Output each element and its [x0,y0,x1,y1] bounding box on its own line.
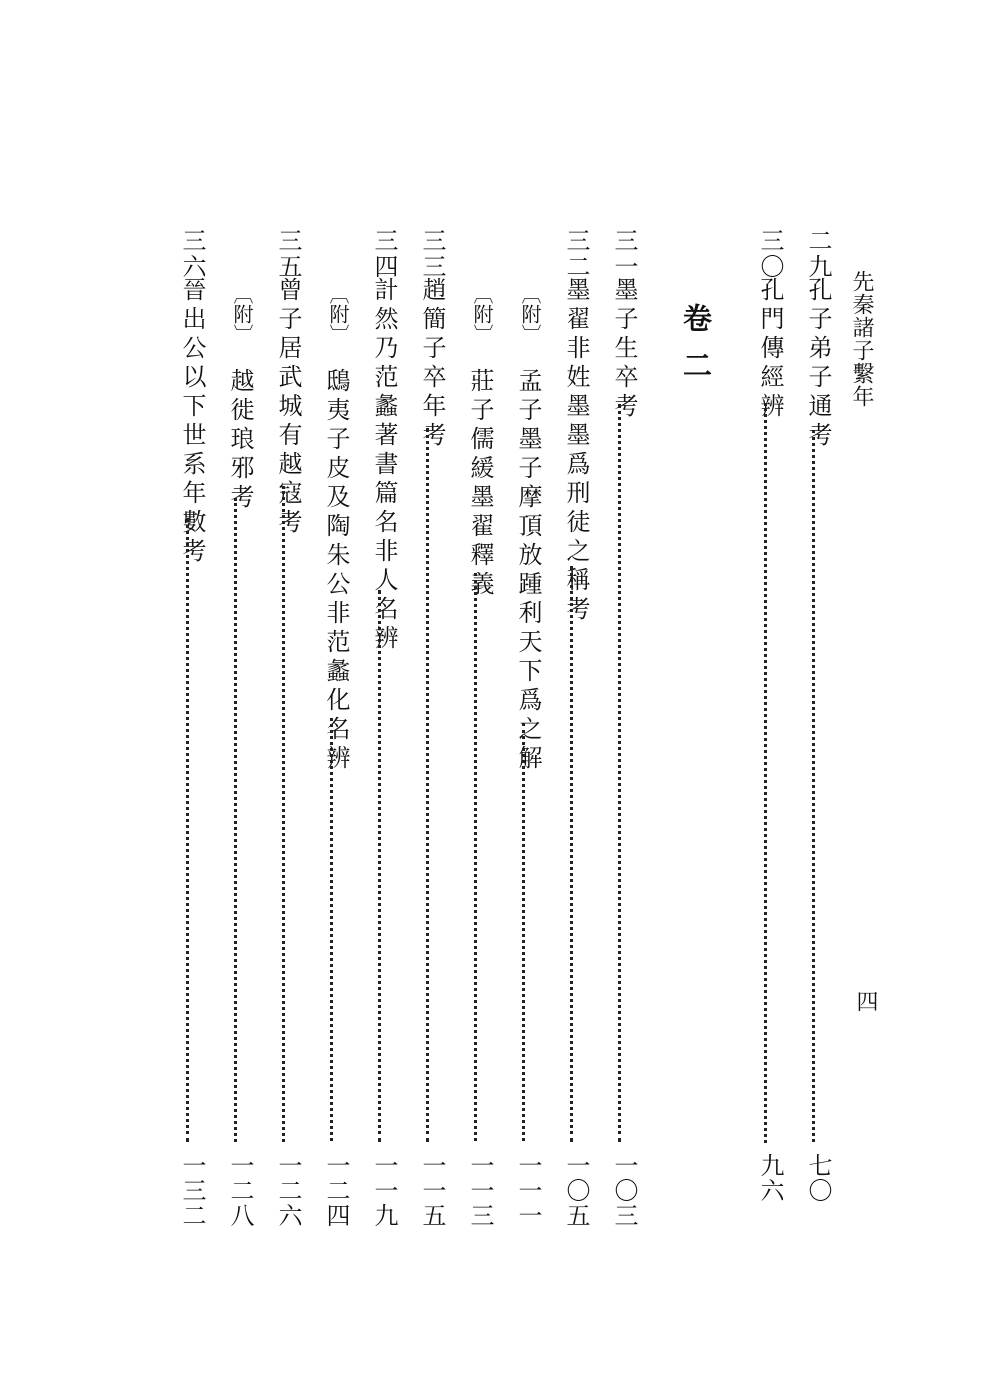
entry-page: 一二四 [322,1153,350,1228]
entry-page: 一〇三 [610,1153,638,1228]
entry-number: 三〇 [756,228,784,280]
appendix-tag: 〔附〕 [326,284,350,344]
entry-title: 計然乃范蠡著書篇名非人名辨 [370,277,398,654]
entry-page: 一〇五 [562,1153,590,1228]
appendix-tag: 〔附〕 [518,284,542,344]
toc-entry[interactable] [798,228,832,1203]
toc-entry[interactable] [172,228,206,1228]
entry-page: 一一五 [418,1153,446,1228]
dot-leader [330,718,337,1141]
entry-page: 一二八 [226,1153,254,1228]
entry-title: 墨翟非姓墨墨爲刑徒之稱考 [562,277,590,625]
page-number: 四 [853,990,878,1012]
toc-entry[interactable] [508,228,542,1228]
entry-title: 趙簡子卒年考 [418,277,446,451]
entry-title: 孔門傳經辨 [756,277,784,422]
dot-leader [618,404,625,1142]
entry-number: 三五 [274,228,302,280]
toc-entry[interactable] [460,228,494,1228]
dot-leader [570,566,577,1142]
entry-page: 一一三 [466,1153,494,1228]
toc-entry[interactable] [412,228,446,1228]
entry-number: 三四 [370,228,398,280]
toc-entry[interactable] [556,228,590,1228]
entry-title: 曾子居武城有越寇考 [274,277,302,538]
appendix-tag: 〔附〕 [230,284,254,344]
section-heading: 卷二 [679,303,713,397]
toc-entry[interactable] [604,228,638,1228]
toc-entry[interactable] [220,228,254,1228]
entry-page: 七〇 [804,1153,832,1203]
running-title: 先秦諸子繫年 [849,270,874,408]
entry-title: 孔子弟子通考 [804,277,832,451]
dot-leader [522,723,529,1141]
entry-title: 鴟夷子皮及陶朱公非范蠡化名辨 [322,368,350,774]
entry-title: 晉出公以下世系年數考 [178,277,206,567]
toc-entry[interactable] [750,228,784,1203]
dot-leader [426,428,433,1142]
entry-number: 三六 [178,228,206,280]
entry-number: 三三 [418,228,446,280]
dot-leader [474,573,481,1141]
entry-page: 九六 [756,1153,784,1203]
entry-number: 三一 [610,228,638,280]
dot-leader [234,498,241,1142]
dot-leader [282,486,289,1142]
entry-number: 三二 [562,228,590,280]
toc-entry[interactable] [268,228,302,1228]
entry-page: 一一一 [514,1153,542,1228]
entry-title: 越徙琅邪考 [226,368,254,513]
dot-leader [186,518,193,1142]
entry-number: 二九 [804,228,832,280]
entry-title: 孟子墨子摩頂放踵利天下爲之解 [514,368,542,774]
entry-page: 一二六 [274,1153,302,1228]
dot-leader [812,430,819,1142]
appendix-tag: 〔附〕 [470,284,494,344]
toc-entry[interactable] [316,228,350,1228]
dot-leader [764,403,771,1143]
dot-leader [378,590,385,1142]
entry-page: 一一九 [370,1153,398,1228]
entry-page: 一三二 [178,1153,206,1228]
toc-entry[interactable] [364,228,398,1228]
entry-title: 墨子生卒考 [610,277,638,422]
entry-title: 莊子儒緩墨翟釋義 [466,368,494,600]
